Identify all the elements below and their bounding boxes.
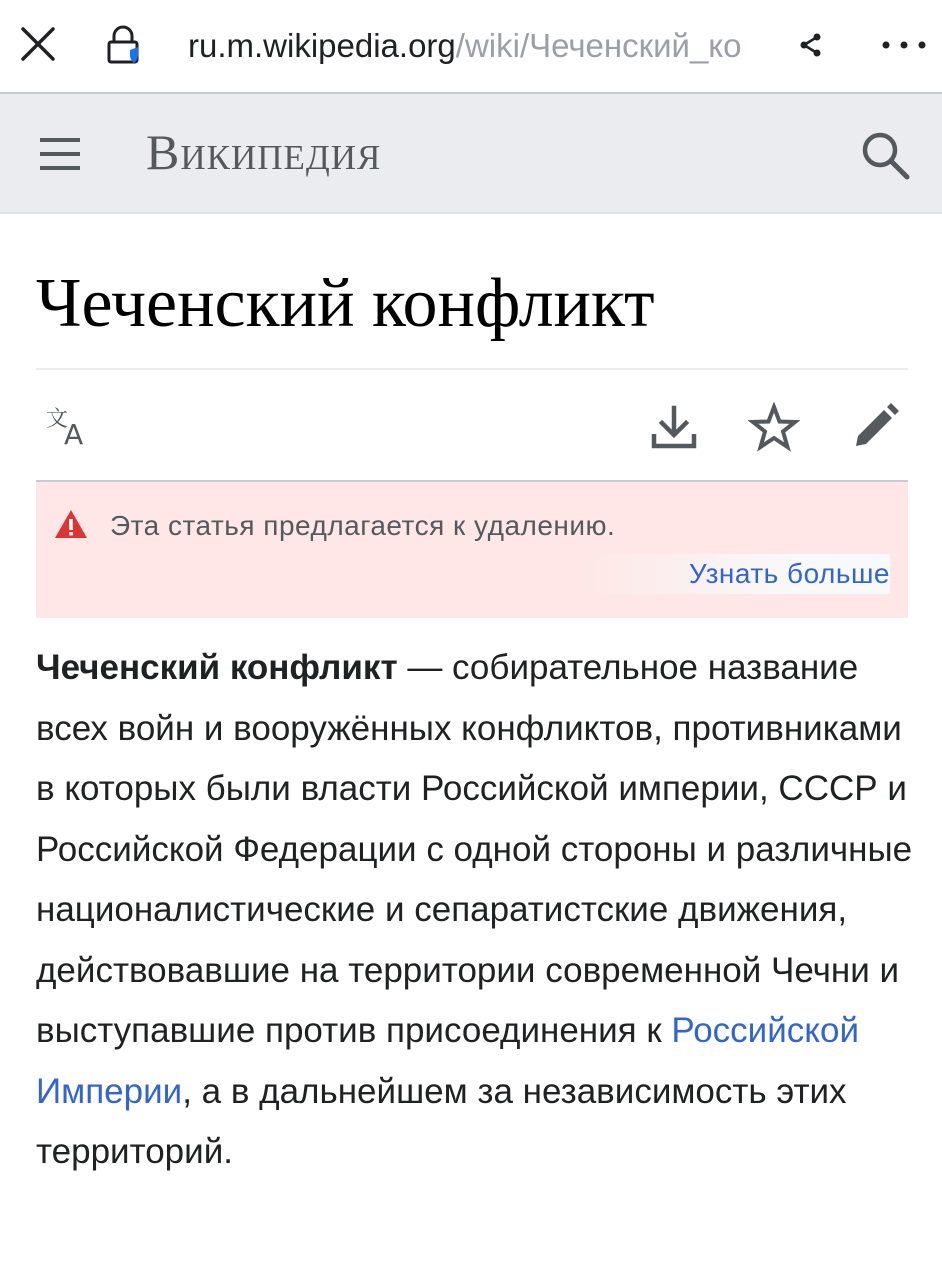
page-title: Чеченский конфликт <box>36 265 655 342</box>
wikipedia-header <box>0 92 942 214</box>
title-divider <box>36 368 908 370</box>
more-options-icon[interactable] <box>876 30 932 60</box>
warning-icon <box>54 508 88 540</box>
lead-text-1: — собирательное название всех войн и вооружённых конфликтов, противниками в которых были власти Российской империи, СССР и Российской Федерации с одной стороны и различные националистические и сепаратистские движения, действовавшие на территории современной Чечни и выступавшие против присоединения к <box>36 648 913 1050</box>
url-text[interactable] <box>188 26 748 66</box>
learn-more-link[interactable]: Узнать больше <box>579 554 890 594</box>
russian-empire-link[interactable]: Российской Империи <box>36 1011 860 1111</box>
lead-paragraph <box>36 638 916 1183</box>
language-icon[interactable] <box>44 402 94 452</box>
browser-url-bar <box>0 0 942 92</box>
svg-text:文: 文 <box>46 407 69 432</box>
menu-icon[interactable] <box>36 130 84 178</box>
lead-bold-term: Чеченский конфликт <box>36 648 398 687</box>
deletion-notice <box>36 482 908 618</box>
close-icon[interactable] <box>18 24 58 64</box>
notice-message: Эта статья предлагается к удалению. <box>110 510 616 541</box>
page-actions <box>36 372 908 480</box>
wikipedia-logo[interactable]: Википедия <box>146 124 382 180</box>
share-icon[interactable] <box>794 28 828 62</box>
lock-icon[interactable] <box>104 24 144 66</box>
watch-star-icon[interactable] <box>748 402 800 454</box>
svg-text:A: A <box>64 418 84 451</box>
url-path: /wiki/Чеченский_ко <box>455 27 742 64</box>
search-icon[interactable] <box>858 128 914 184</box>
url-host: ru.m.wikipedia.org <box>188 27 456 64</box>
edit-pencil-icon[interactable] <box>852 402 900 450</box>
download-icon[interactable] <box>648 402 700 454</box>
lead-text-2: , а в дальнейшем за независимость этих территорий. <box>36 1071 847 1171</box>
